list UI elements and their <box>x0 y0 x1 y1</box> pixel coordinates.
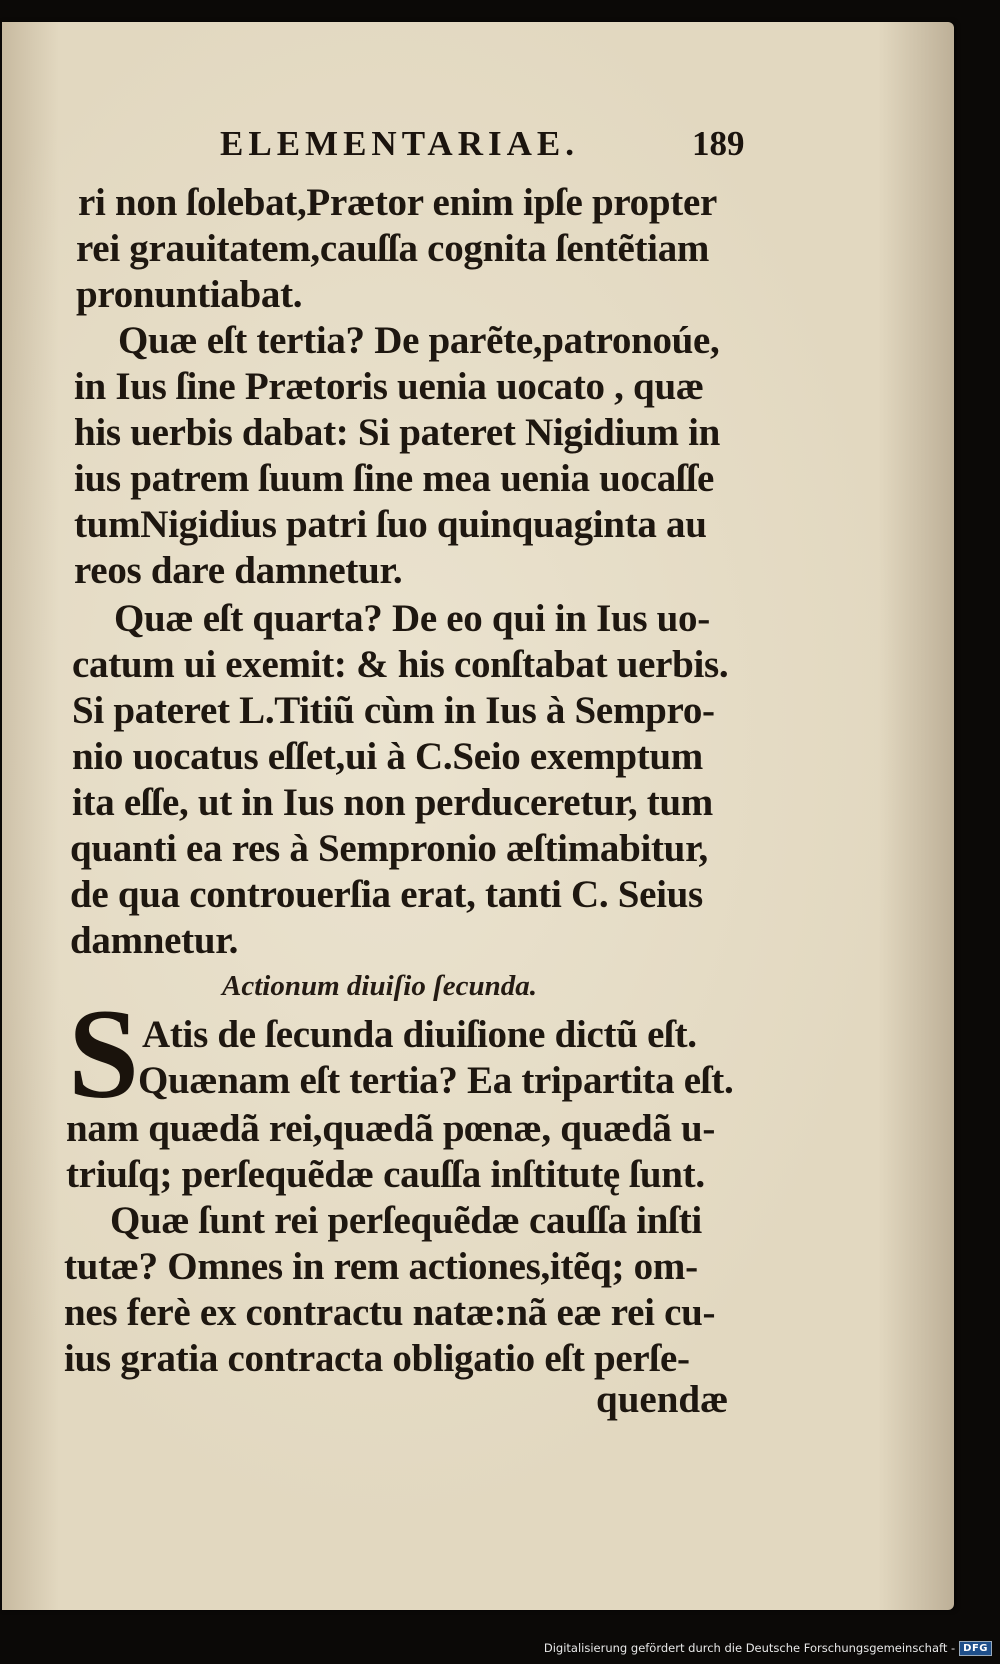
footer-credit: Digitalisierung gefördert durch die Deutsche Forschungsgemeinschaft - <box>543 1641 956 1655</box>
text-line: rei grauitatem,cauſſa cognita ſentẽtiam <box>76 227 710 270</box>
digitization-footer <box>544 1638 992 1658</box>
text-line: Quæ ſunt rei perſequẽdæ cauſſa inſti <box>110 1199 702 1242</box>
text-line: triuſq; perſequẽdæ cauſſa inſtitutę ſunt. <box>66 1153 705 1196</box>
text-line: ius patrem ſuum ſine mea uenia uocaſſe <box>74 457 715 500</box>
text-line: nam quædã rei,quædã pœnæ, quædã u- <box>66 1107 716 1150</box>
text-line: tumNigidius patri ſuo quinquaginta au <box>74 503 707 546</box>
running-head <box>2 124 954 174</box>
text-line: tutæ? Omnes in rem actiones,itẽq; om- <box>64 1245 698 1288</box>
text-line: damnetur. <box>70 919 239 962</box>
text-line: ri non ſolebat,Prætor enim ipſe propter <box>78 181 717 224</box>
text-line: pronuntiabat. <box>76 273 303 316</box>
page-number: 189 <box>692 124 745 163</box>
text-line: reos dare damnetur. <box>74 549 403 592</box>
catchword: quendæ <box>596 1378 729 1421</box>
running-head-title: ELEMENTARIAE. <box>220 124 579 163</box>
text-line: Atis de ſecunda diuiſione dictũ eſt. <box>142 1013 697 1056</box>
text-line: in Ius ſine Prætoris uenia uocato , quæ <box>74 365 704 408</box>
text-line: Si pateret L.Titiũ cùm in Ius à Sempro- <box>72 689 715 732</box>
dfg-logo-icon: DFG <box>959 1641 992 1656</box>
text-line: nes ferè ex contractu natæ:nã eæ rei cu- <box>64 1291 716 1334</box>
text-line: his uerbis dabat: Si pateret Nigidium in <box>74 411 721 454</box>
book-page <box>2 22 954 1610</box>
text-line: quanti ea res à Sempronio æſtimabitur, <box>70 827 708 870</box>
text-line: nio uocatus eſſet,ui à C.Seio exemptum <box>72 735 703 778</box>
text-line: ita eſſe, ut in Ius non perduceretur, tum <box>72 781 713 824</box>
drop-cap-initial: S <box>68 983 140 1125</box>
text-line: de qua controuerſia erat, tanti C. Seius <box>70 873 703 916</box>
text-line: Quænam eſt tertia? Ea tripartita eſt. <box>138 1059 734 1102</box>
text-line: catum ui exemit: & his conſtabat uerbis. <box>72 643 729 686</box>
text-line: ius gratia contracta obligatio eſt perſe- <box>64 1337 690 1380</box>
text-line: Quæ eſt tertia? De parẽte,patronoúe, <box>118 319 720 362</box>
text-line: Quæ eſt quarta? De eo qui in Ius uo- <box>114 597 710 640</box>
section-subheading: Actionum diuiſio ſecunda. <box>222 970 538 1002</box>
